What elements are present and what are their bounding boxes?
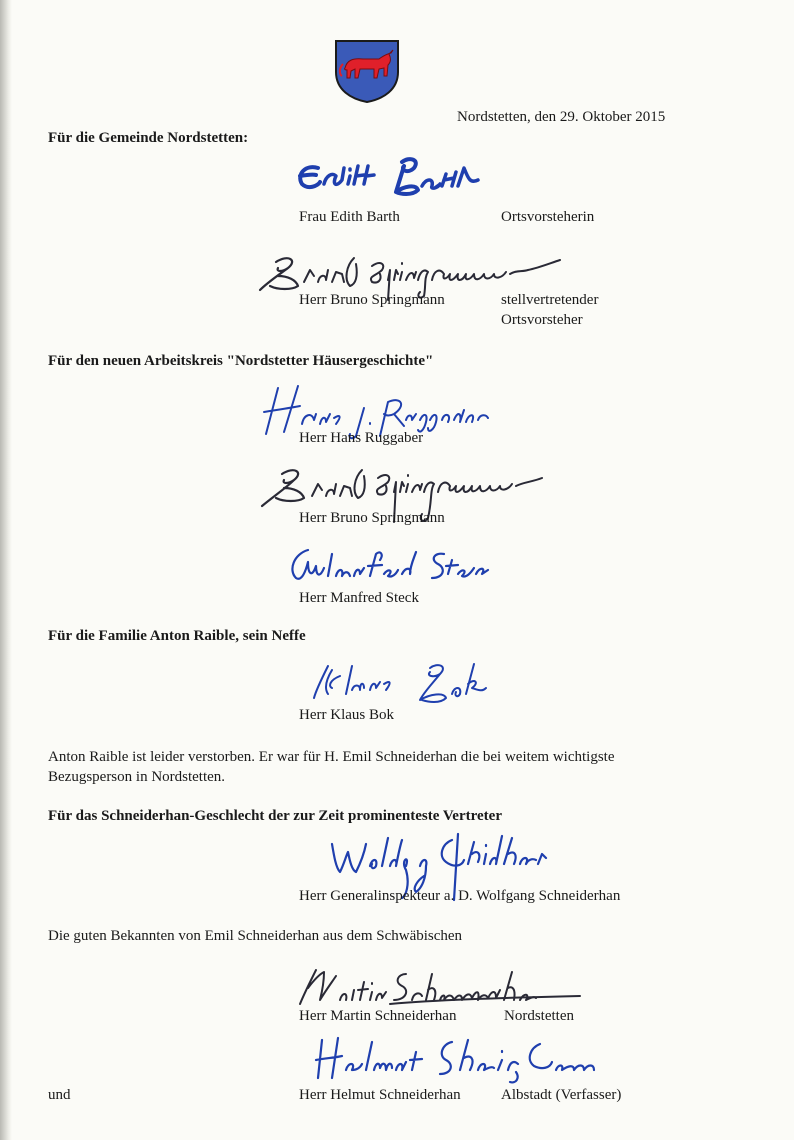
signer-place: Albstadt (Verfasser) bbox=[501, 1087, 622, 1103]
heading-arbeitskreis: Für den neuen Arbeitskreis "Nordstetter Häusergeschichte" bbox=[48, 353, 434, 369]
signer-name: Herr Hans Ruggaber bbox=[299, 430, 424, 446]
signer-role-line1: stellvertretender bbox=[501, 292, 599, 308]
signature-martin-schneiderhan bbox=[294, 960, 590, 1012]
signer-role: Ortsvorsteherin bbox=[501, 209, 595, 225]
heading-geschlecht: Für das Schneiderhan-Geschlecht der zur Zeit prominenteste Vertreter bbox=[48, 808, 502, 824]
scan-binding-shadow bbox=[0, 0, 12, 1140]
signer-name: Herr Manfred Steck bbox=[299, 590, 419, 606]
signer-name: Herr Helmut Schneiderhan bbox=[299, 1087, 461, 1103]
signature-helmut-schneiderhan bbox=[312, 1030, 602, 1086]
place-date: Nordstetten, den 29. Oktober 2015 bbox=[457, 109, 666, 125]
signer-name: Herr Bruno Springmann bbox=[299, 292, 445, 308]
und-label: und bbox=[48, 1087, 71, 1103]
signature-edith-barth bbox=[292, 150, 484, 202]
note-line-1: Anton Raible ist leider verstorben. Er war für H. Emil Schneiderhan die bei weitem wichtigste bbox=[48, 749, 615, 765]
note-line-2: Bezugsperson in Nordstetten. bbox=[48, 769, 226, 785]
intro-bekannte: Die guten Bekannten von Emil Schneiderhan aus dem Schwäbischen bbox=[48, 928, 463, 944]
signer-name: Herr Klaus Bok bbox=[299, 707, 394, 723]
signer-name: Herr Generalinspekteur a. D. Wolfgang Schneiderhan bbox=[299, 888, 621, 904]
signer-place: Nordstetten bbox=[504, 1008, 574, 1024]
signature-bruno-springmann-2 bbox=[232, 462, 568, 542]
signer-name: Herr Bruno Springmann bbox=[299, 510, 445, 526]
coat-of-arms-icon bbox=[333, 38, 401, 104]
signature-klaus-bok bbox=[306, 650, 514, 708]
signer-name: Frau Edith Barth bbox=[299, 209, 400, 225]
signer-name: Herr Martin Schneiderhan bbox=[299, 1008, 457, 1024]
signer-role-line2: Ortsvorsteher bbox=[501, 312, 583, 328]
heading-familie: Für die Familie Anton Raible, sein Neffe bbox=[48, 628, 306, 644]
signature-manfred-steck bbox=[284, 540, 496, 590]
heading-gemeinde: Für die Gemeinde Nordstetten: bbox=[48, 130, 249, 146]
